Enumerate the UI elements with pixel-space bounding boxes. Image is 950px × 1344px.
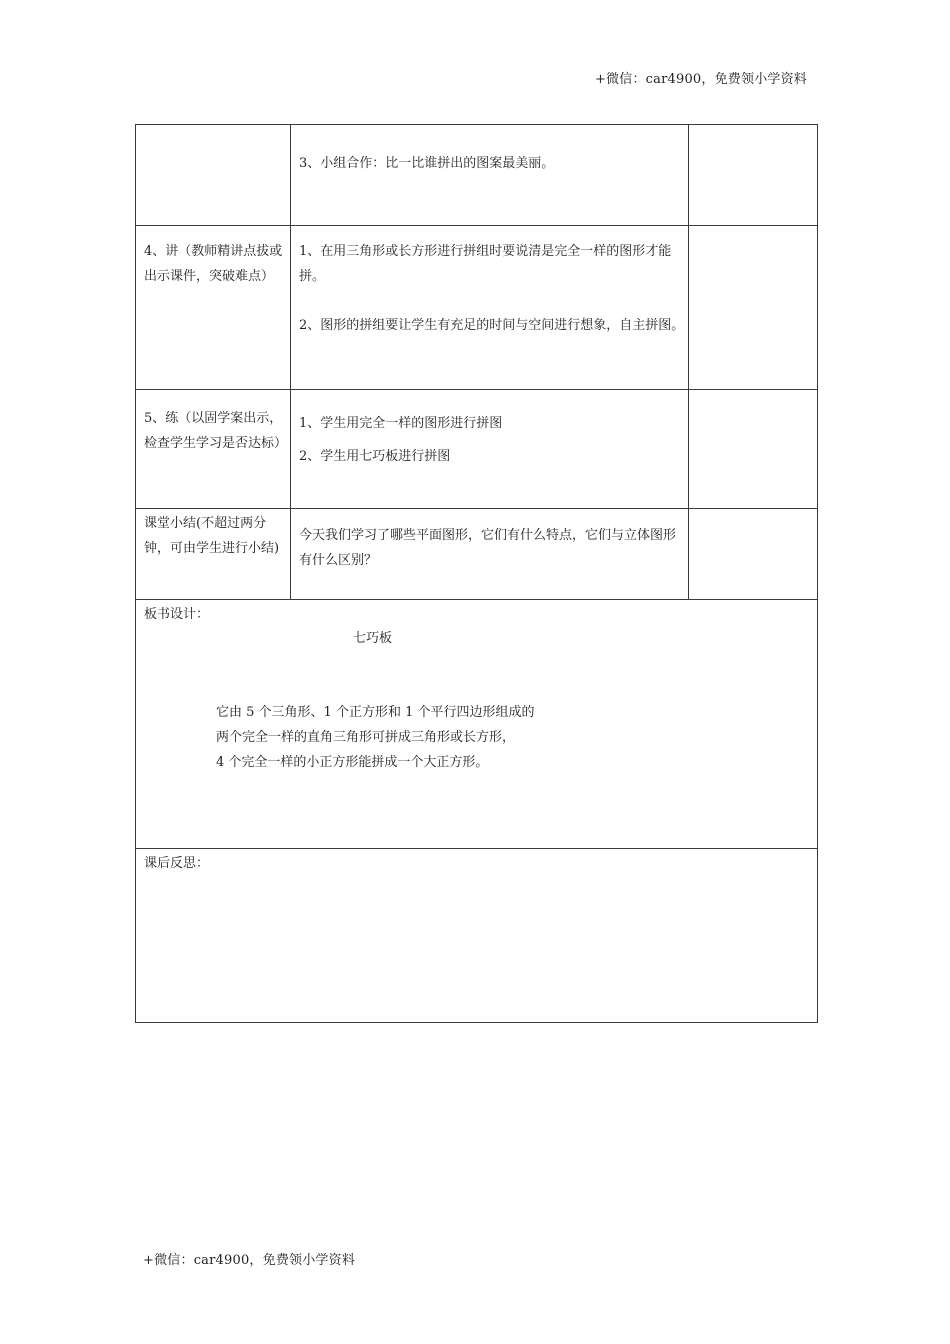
board-design-label: 板书设计： bbox=[144, 607, 210, 622]
row-3-label: 5、练（以固学案出示，检查学生学习是否达标） bbox=[144, 411, 288, 451]
row-divider bbox=[136, 848, 817, 849]
row-3-content bbox=[299, 411, 685, 469]
row-2-content bbox=[299, 239, 685, 338]
board-design-content bbox=[216, 700, 534, 775]
board-design-title: 七巧板 bbox=[353, 631, 393, 646]
row-2-label: 4、讲（教师精讲点拔或出示课件，突破难点） bbox=[144, 244, 283, 284]
row-divider bbox=[136, 508, 817, 509]
row-1-line-1: 3、小组合作：比一比谁拼出的图案最美丽。 bbox=[299, 156, 555, 171]
header-note: +微信：car4900，免费领小学资料 bbox=[594, 72, 807, 87]
row-1-content bbox=[299, 151, 685, 176]
board-design-line-2: 两个完全一样的直角三角形可拼成三角形或长方形， bbox=[216, 730, 516, 745]
column-divider bbox=[290, 125, 291, 599]
row-3-line-1: 1、学生用完全一样的图形进行拼图 bbox=[299, 416, 503, 431]
reflection-label: 课后反思： bbox=[144, 856, 210, 871]
row-divider bbox=[136, 599, 817, 600]
column-divider bbox=[688, 125, 689, 599]
row-divider bbox=[136, 225, 817, 226]
row-2-line-2: 2、图形的拼组要让学生有充足的时间与空间进行想象，自主拼图。 bbox=[299, 318, 685, 333]
footer-note: +微信：car4900，免费领小学资料 bbox=[143, 1253, 356, 1268]
row-2-line-1: 1、在用三角形或长方形进行拼组时要说清是完全一样的图形才能拼。 bbox=[299, 244, 672, 284]
row-4-content bbox=[299, 523, 685, 573]
lesson-plan-table bbox=[135, 124, 818, 1023]
board-design-line-3: 4 个完全一样的小正方形能拼成一个大正方形。 bbox=[216, 755, 489, 770]
row-4-line-1: 今天我们学习了哪些平面图形，它们有什么特点，它们与立体图形有什么区别？ bbox=[299, 528, 677, 568]
row-4-label: 课堂小结(不超过两分钟，可由学生进行小结) bbox=[144, 516, 280, 556]
board-design-line-1: 它由 5 个三角形、1 个正方形和 1 个平行四边形组成的 bbox=[216, 705, 535, 720]
row-3-line-2: 2、学生用七巧板进行拼图 bbox=[299, 449, 451, 464]
row-divider bbox=[136, 389, 817, 390]
